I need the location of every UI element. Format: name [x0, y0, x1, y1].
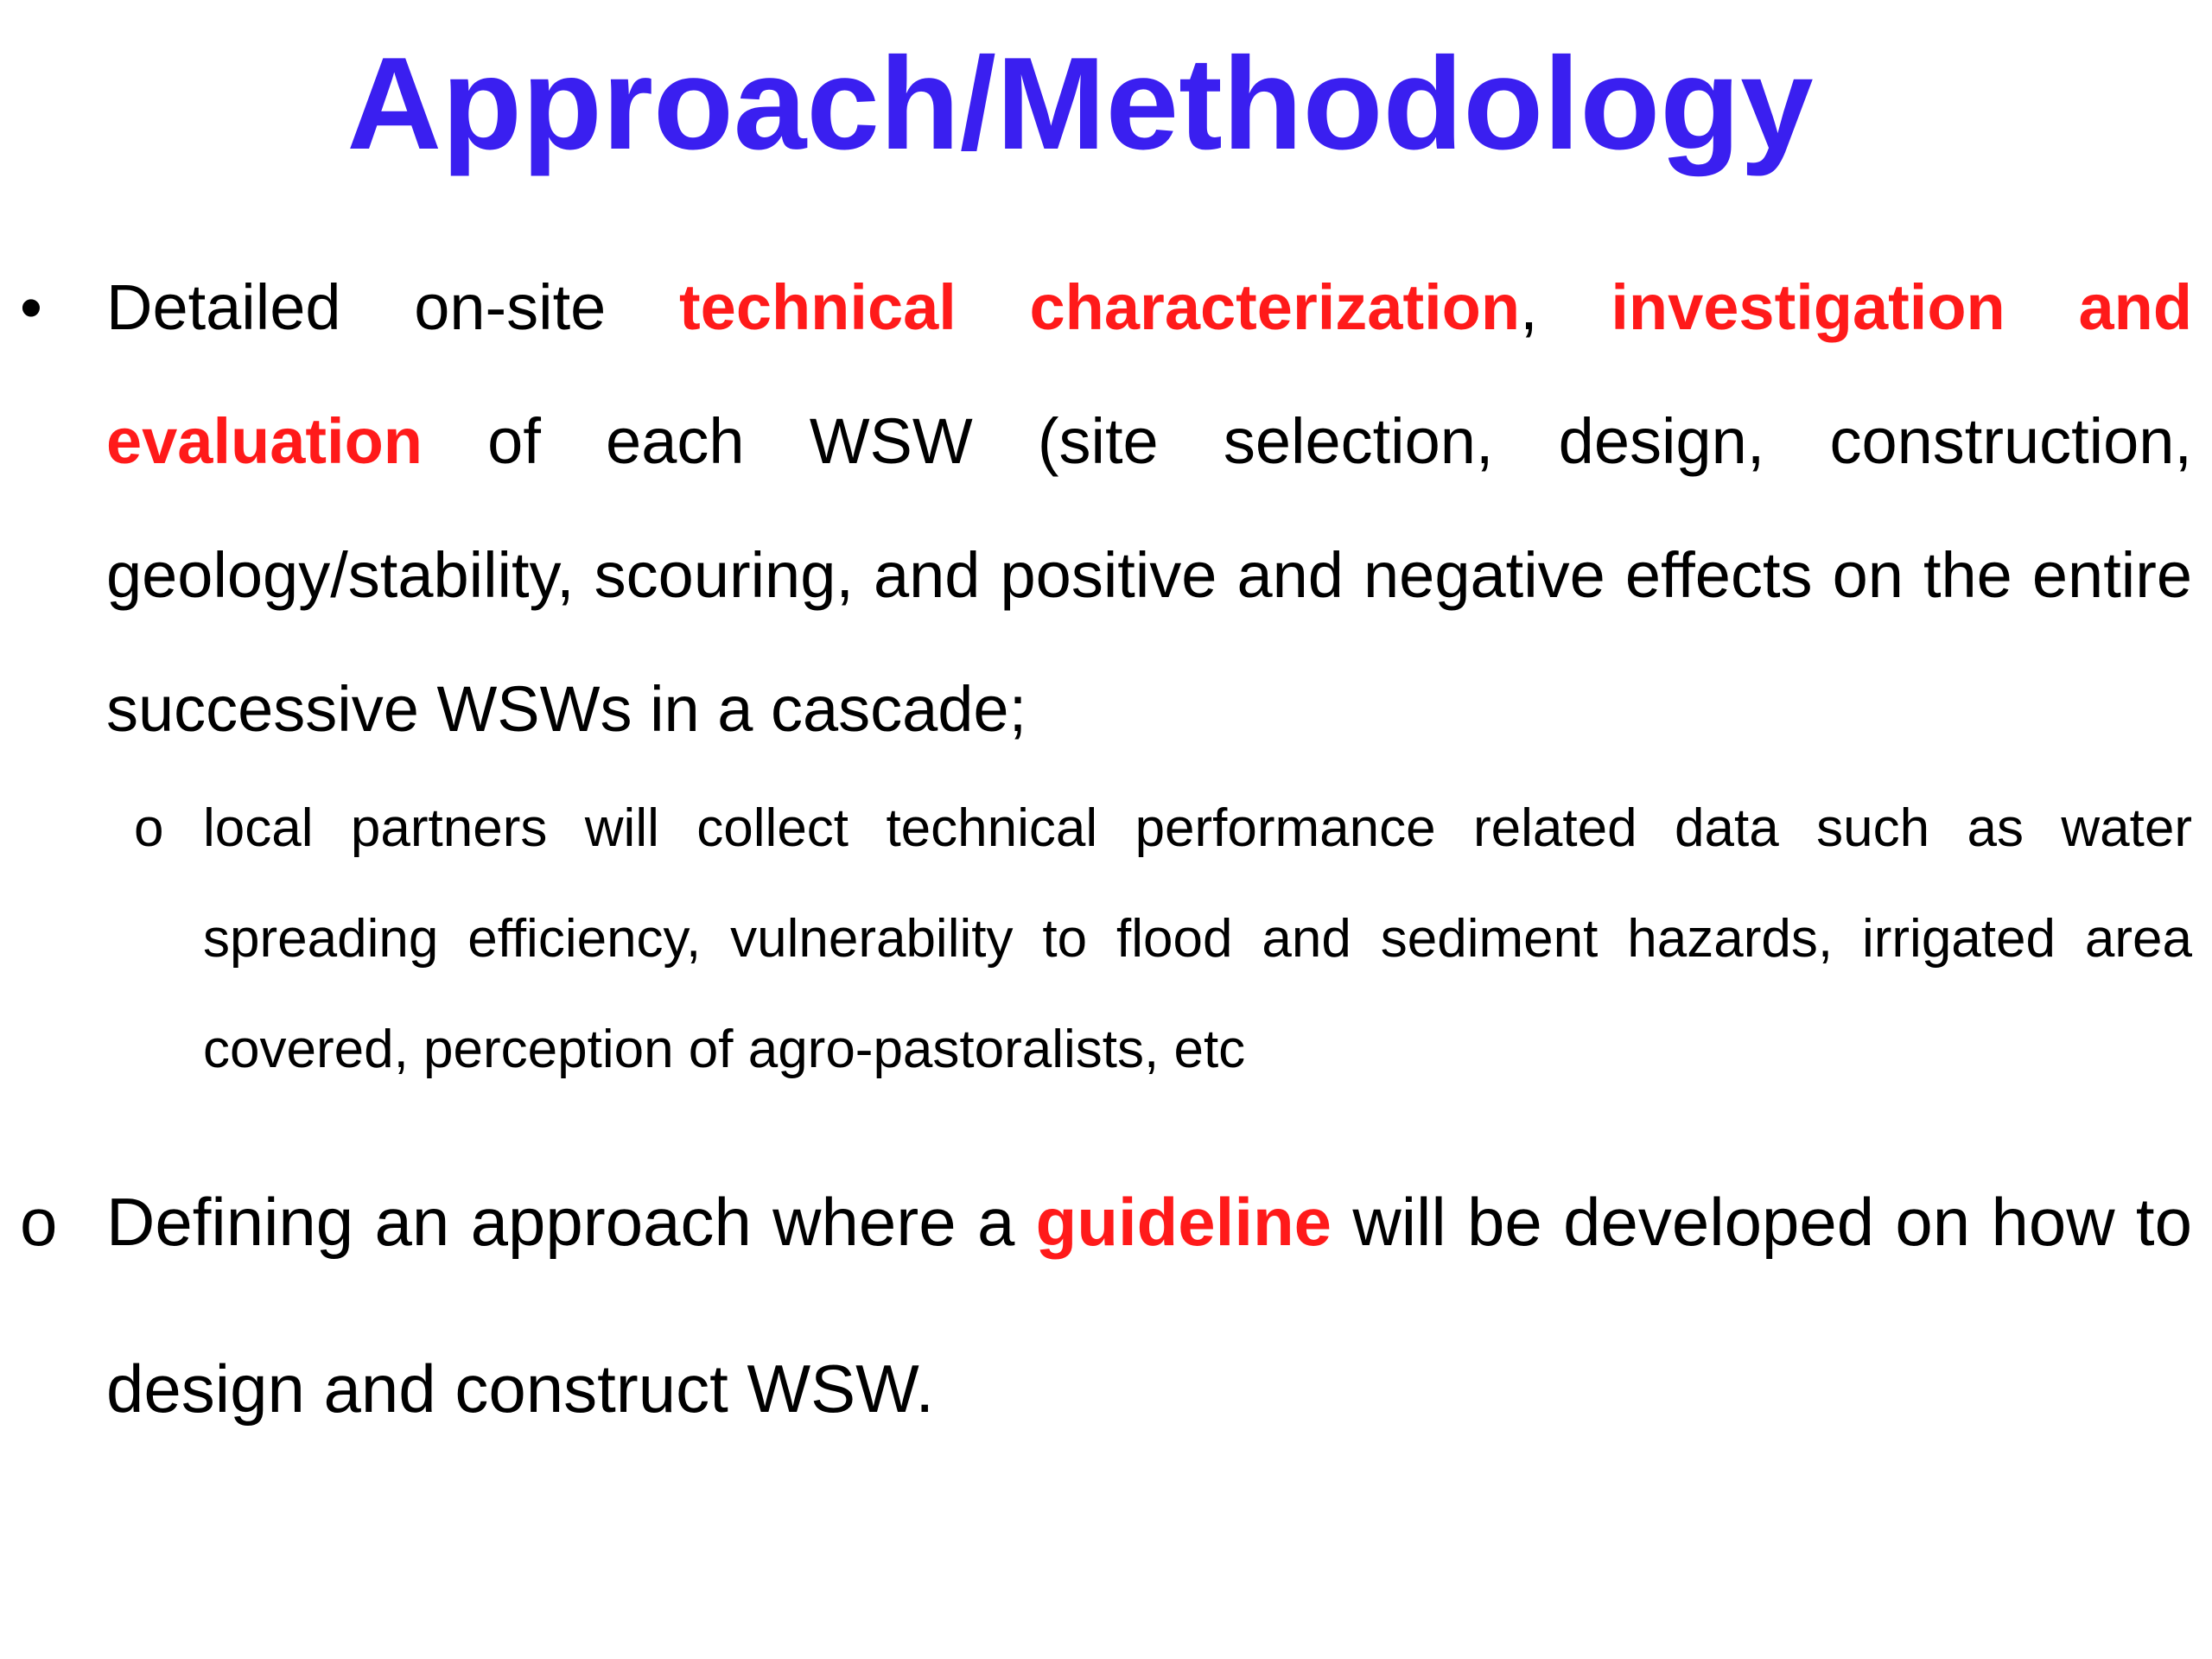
item-text: Detailed on-site — [106, 271, 680, 343]
bullet-item-detailed-characterization — [20, 240, 2193, 776]
sub-bullet-local-partners — [134, 773, 2192, 1105]
highlight-technical-characterization: technical characterization — [679, 271, 1521, 343]
bullet-marker: o — [20, 1184, 58, 1260]
bullet-marker: • — [20, 271, 42, 343]
item-text: of each WSW (site selection, design, construction, geology/stability, scouring, and positive and negative effects on the entire successive WSWs in a cascade; — [106, 405, 2192, 745]
item-text: will be developed on how to design and construct WSW. — [106, 1184, 2192, 1427]
sub-bullet-marker: o — [134, 798, 164, 858]
bullet-item-guideline — [20, 1139, 2192, 1472]
slide-title: Approach/Methodology — [346, 30, 1814, 177]
item-text: Defining an approach where a — [106, 1184, 1036, 1260]
highlight-guideline: guideline — [1035, 1184, 1332, 1260]
item-text: local partners will collect technical performance related data such as water spreading efficiency, vulnerability to flood and sediment hazards, irrigated area covered, perception of agro-pastoralists, etc — [203, 798, 2192, 1079]
item-text: , — [1520, 271, 1611, 343]
highlight-investigation-evaluation: investigation and evaluation — [106, 271, 2193, 477]
